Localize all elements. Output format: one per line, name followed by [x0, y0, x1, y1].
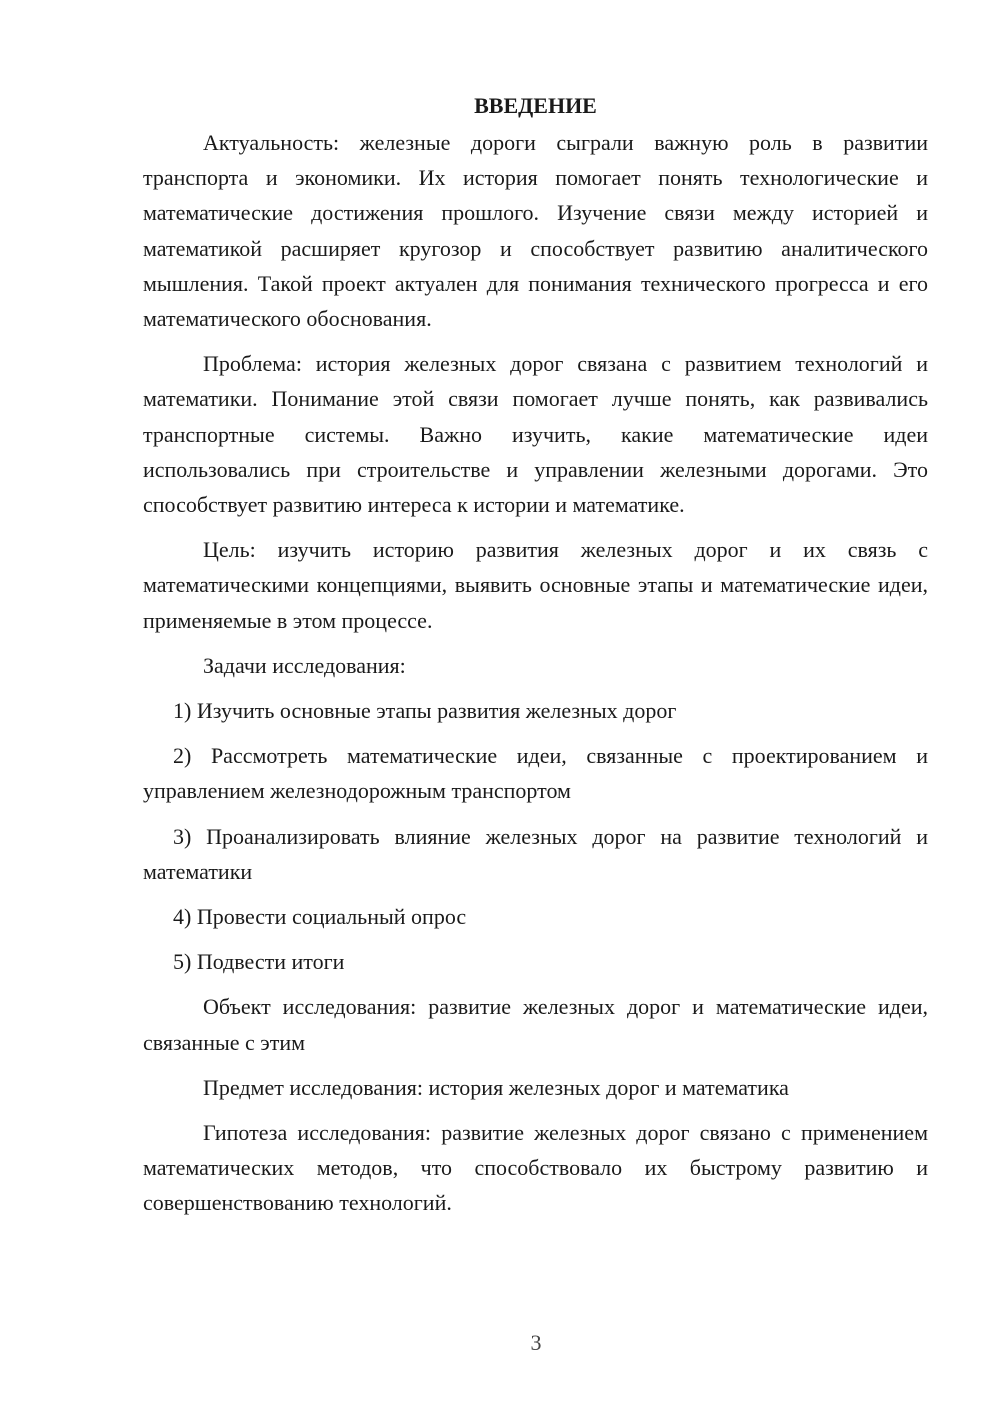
task-item-3: 3) Проанализировать влияние железных дорог на развитие технологий и математики [143, 823, 928, 884]
page-title: ВВЕДЕНИЕ [474, 93, 597, 118]
task-item-4: 4) Провести социальный опрос [173, 904, 467, 930]
tasks-list [143, 693, 928, 979]
paragraph-goal: Цель: изучить историю развития железных дорог и их связь с математическими концепциями, выявить основные этапы и математические идеи, применяемые в этом процессе. [143, 537, 928, 633]
paragraph-relevance: Актуальность: железные дороги сыграли важную роль в развитии транспорта и экономики. Их история помогает понять технологические и математические достижения прошлого. Изучение связи между историей и математикой расширяет кругозор и способствует развитию аналитического мышления. Такой проект актуален для понимания технического прогресса и его математического обоснования. [143, 130, 928, 332]
task-item-1: 1) Изучить основные этапы развития железных дорог [173, 698, 677, 724]
document-page [143, 88, 928, 1231]
task-item-5: 5) Подвести итоги [173, 949, 345, 975]
task-item-2: 2) Рассмотреть математические идеи, связанные с проектированием и управлением железнодорожным транспортом [143, 743, 928, 804]
page-number: 3 [530, 1330, 542, 1355]
paragraph-object: Объект исследования: развитие железных дорог и математические идеи, связанные с этим [143, 994, 928, 1055]
tasks-heading: Задачи исследования: [203, 652, 406, 678]
paragraph-hypothesis: Гипотеза исследования: развитие железных дорог связано с применением математических методов, что способствовало их быстрому развитию и совершенствованию технологий. [143, 1120, 928, 1216]
paragraph-subject: Предмет исследования: история железных дорог и математика [203, 1074, 789, 1100]
paragraph-problem: Проблема: история железных дорог связана с развитием технологий и математики. Понимание этой связи помогает лучше понять, как развивались транспортные системы. Важно изучить, какие математические идеи использовались при строительстве и управлении железными дорогами. Это способствует развитию интереса к истории и математике. [143, 351, 928, 518]
